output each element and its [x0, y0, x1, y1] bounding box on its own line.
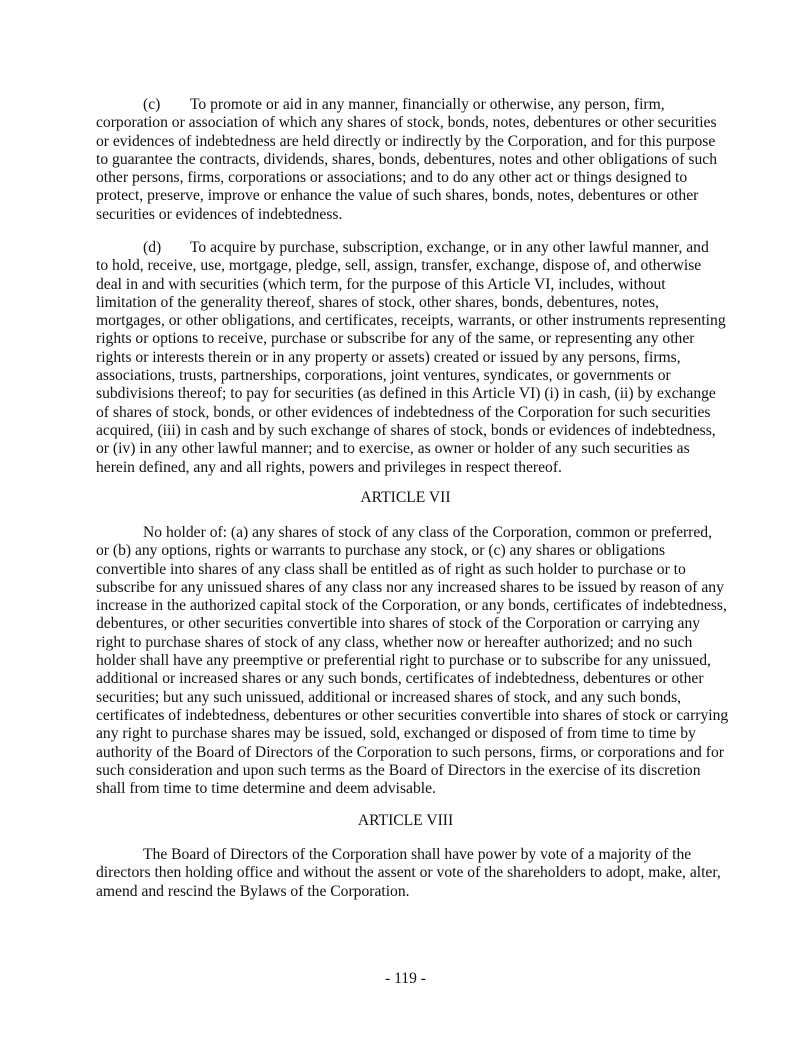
item-label: (c) — [143, 96, 161, 113]
text-line — [96, 744, 736, 762]
line-text: or (iv) in any other lawful manner; and to exercise, as owner or holder of any such securities as — [96, 440, 690, 458]
line-text: To promote or aid in any manner, financially or otherwise, any person, firm, — [190, 96, 665, 113]
text-line — [96, 239, 736, 257]
line-text: The Board of Directors of the Corporation shall have power by vote of a majority of the — [143, 846, 692, 863]
line-text: such consideration and upon such terms as the Board of Directors in the exercise of its discretion — [96, 761, 701, 779]
text-line — [96, 846, 736, 864]
text-line — [96, 312, 736, 330]
line-text: of shares of stock, bonds, or other evidences of indebtedness of the Corporation for such securities — [96, 403, 711, 421]
text-line — [96, 96, 736, 114]
line-text: convertible into shares of any class shall be entitled as of right as such holder to purchase or to — [96, 560, 686, 578]
text-line — [96, 169, 736, 187]
text-line — [96, 597, 736, 615]
text-line — [96, 367, 736, 385]
text-line — [96, 780, 736, 798]
text-line — [96, 294, 736, 312]
line-text: to hold, receive, use, mortgage, pledge, sell, assign, transfer, exchange, dispose of, and otherwise — [96, 257, 702, 275]
line-text: holder shall have any preemptive or preferential right to purchase or to subscribe for any unissued, — [96, 652, 711, 670]
line-text: any right to purchase shares may be issued, sold, exchanged or disposed of from time to time by — [96, 725, 696, 743]
line-text: subdivisions thereof; to pay for securities (as defined in this Article VI) (i) in cash, (ii) by exchange — [96, 385, 716, 403]
line-text: right to purchase shares of stock of any class, whether now or hereafter authorized; and no such — [96, 633, 693, 651]
line-text: corporation or association of which any shares of stock, bonds, notes, debentures or other securities — [96, 114, 717, 132]
line-text: shall from time to time determine and deem advisable. — [96, 780, 436, 798]
text-line — [96, 206, 736, 224]
text-line — [96, 670, 736, 688]
line-text: protect, preserve, improve or enhance the value of such shares, bonds, notes, debentures or other — [96, 187, 699, 205]
text-line — [96, 689, 736, 707]
text-line — [96, 762, 736, 780]
line-text: or evidences of indebtedness are held directly or indirectly by the Corporation, and for this purpose — [96, 132, 716, 150]
line-text: to guarantee the contracts, dividends, shares, bonds, debentures, notes and other obligations of such — [96, 150, 717, 168]
line-text: additional or increased shares or any such bonds, certificates of indebtedness, debentures or other — [96, 670, 704, 688]
line-text: securities; but any such unissued, additional or increased shares of stock, and any such bonds, — [96, 688, 682, 706]
line-text: rights or options to receive, purchase or subscribe for any of the same, or representing any other — [96, 330, 695, 348]
line-text: amend and rescind the Bylaws of the Corporation. — [96, 882, 410, 900]
text-line — [96, 579, 736, 597]
text-line — [96, 883, 736, 901]
line-text: acquired, (iii) in cash and by such exchange of shares of stock, bonds or evidences of indebtedness, — [96, 421, 716, 439]
line-text: authority of the Board of Directors of the Corporation to such persons, firms, or corporations and for — [96, 743, 724, 761]
line-text: associations, trusts, partnerships, corporations, joint ventures, syndicates, or governments or — [96, 367, 671, 385]
line-text: mortgages, or other obligations, and certificates, receipts, warrants, or other instruments representing — [96, 312, 726, 330]
item-label: (d) — [143, 239, 162, 256]
line-text: To acquire by purchase, subscription, exchange, or in any other lawful manner, and — [190, 239, 709, 256]
text-line — [96, 151, 736, 169]
text-line — [96, 652, 736, 670]
text-line — [96, 276, 736, 294]
text-line — [96, 330, 736, 348]
line-text: debentures, or other securities convertible into shares of stock of the Corporation or carrying any — [96, 615, 701, 633]
text-line — [96, 864, 736, 882]
line-text: directors then holding office and without the assent or vote of the shareholders to adopt, make, alter, — [96, 864, 721, 882]
text-line — [96, 524, 736, 542]
article-vii-heading: ARTICLE VII — [360, 489, 451, 506]
line-text: herein defined, any and all rights, powers and privileges in respect thereof. — [96, 458, 562, 476]
text-line — [96, 187, 736, 205]
line-text: or (b) any options, rights or warrants to purchase any stock, or (c) any shares or obligations — [96, 542, 666, 560]
page-number: - 119 - — [385, 970, 426, 987]
text-line — [96, 615, 736, 633]
text-line — [96, 114, 736, 132]
text-line — [96, 542, 736, 560]
text-line — [96, 459, 736, 477]
line-text: increase in the authorized capital stock of the Corporation, or any bonds, certificates of indebtedness, — [96, 597, 727, 615]
text-line — [96, 257, 736, 275]
line-text: certificates of indebtedness, debentures or other securities convertible into shares of stock or carrying — [96, 706, 729, 724]
line-text: deal in and with securities (which term, for the purpose of this Article VI, includes, without — [96, 275, 666, 293]
text-line — [96, 634, 736, 652]
article-viii-heading: ARTICLE VIII — [357, 812, 454, 829]
line-text: securities or evidences of indebtedness. — [96, 205, 343, 223]
line-text: limitation of the generality thereof, shares of stock, other shares, bonds, debentures, notes, — [96, 293, 659, 311]
article-viii-paragraph — [96, 846, 736, 901]
text-line — [96, 440, 736, 458]
text-line — [96, 385, 736, 403]
article-vii-paragraph — [96, 524, 736, 798]
text-line — [96, 133, 736, 151]
text-line — [96, 404, 736, 422]
line-text: subscribe for any unissued shares of any class nor any increased shares to be issued by reason of any — [96, 578, 724, 596]
paragraph-d — [96, 239, 736, 477]
text-line — [96, 707, 736, 725]
line-text: No holder of: (a) any shares of stock of any class of the Corporation, common or preferred, — [143, 524, 712, 541]
line-text: other persons, firms, corporations or associations; and to do any other act or things designed to — [96, 169, 688, 187]
line-text: rights or interests therein or in any property or assets) created or issued by any persons, firms, — [96, 348, 681, 366]
paragraph-c — [96, 96, 736, 224]
text-line — [96, 422, 736, 440]
text-line — [96, 349, 736, 367]
text-line — [96, 725, 736, 743]
text-line — [96, 561, 736, 579]
